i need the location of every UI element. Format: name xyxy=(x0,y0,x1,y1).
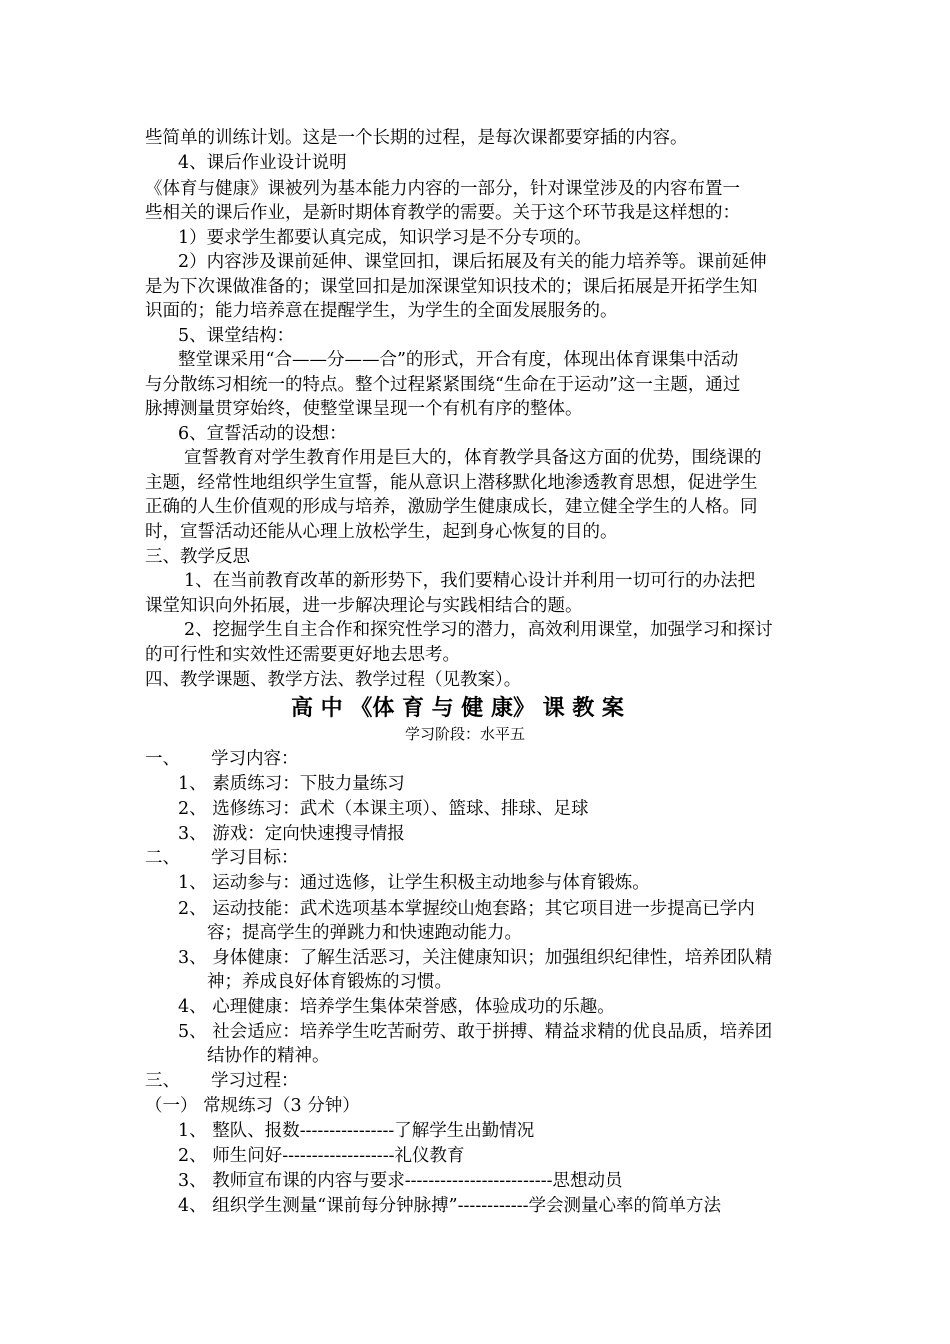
section-heading-goals: 学习目标： xyxy=(211,848,299,868)
paragraph-line: 1、在当前教育改革的新形势下，我们要精心设计并利用一切可行的办法把 xyxy=(184,571,756,591)
lesson-plan-title: 高 中 《体 育 与 健 康》 课 教 案 xyxy=(291,695,624,721)
paragraph-line: 《体育与健康》课被列为基本能力内容的一部分，针对课堂涉及的内容布置一 xyxy=(145,179,740,199)
paragraph-line: 整堂课采用“合——分——合”的形式，开合有度，体现出体育课集中活动 xyxy=(178,350,739,370)
section-number: 一、 xyxy=(145,749,180,769)
section-heading-content: 学习内容： xyxy=(211,749,299,769)
paragraph-line: 1）要求学生都要认真完成，知识学习是不分专项的。 xyxy=(178,228,592,248)
paragraph-line: 2、挖掘学生自主合作和探究性学习的潜力，高效利用课堂，加强学习和探讨 xyxy=(184,620,773,640)
paragraph-line: 主题，经常性地组织学生宣誓，能从意识上潜移默化地渗透教育思想，促进学生 xyxy=(145,473,758,493)
list-item: 3、 教师宣布课的内容与要求-------------------------思想动员 xyxy=(178,1171,623,1191)
paragraph-line: 的可行性和实效性还需要更好地去思考。 xyxy=(145,645,460,665)
list-item: 1、 整队、报数----------------了解学生出勤情况 xyxy=(178,1121,535,1141)
paragraph-line: 些相关的课后作业，是新时期体育教学的需要。关于这个环节我是这样想的： xyxy=(145,203,740,223)
list-item-continuation: 神；养成良好体育锻炼的习惯。 xyxy=(207,972,452,992)
paragraph-line: 宣誓教育对学生教育作用是巨大的，体育教学具备这方面的优势，围绕课的 xyxy=(184,448,762,468)
paragraph-line: 正确的人生价值观的形成与培养，激励学生健康成长，建立健全学生的人格。同 xyxy=(145,497,758,517)
list-item-continuation: 容；提高学生的弹跳力和快速跑动能力。 xyxy=(207,923,522,943)
paragraph-line: 课堂知识向外拓展，进一步解决理论与实践相结合的题。 xyxy=(145,596,583,616)
paragraph-line: 识面的；能力培养意在提醒学生，为学生的全面发展服务的。 xyxy=(145,301,618,321)
list-item: 1、 素质练习：下肢力量练习 xyxy=(178,774,405,794)
list-item-continuation: 结协作的精神。 xyxy=(207,1046,330,1066)
section-heading-6: 6、宣誓活动的设想： xyxy=(178,424,347,444)
paragraph-line: 脉搏测量贯穿始终，使整堂课呈现一个有机有序的整体。 xyxy=(145,399,583,419)
list-item: 2、 师生问好-------------------礼仪教育 xyxy=(178,1146,465,1166)
paragraph-line: 些简单的训练计划。这是一个长期的过程，是每次课都要穿插的内容。 xyxy=(145,128,688,148)
paragraph-line: 2）内容涉及课前延伸、课堂回扣，课后拓展及有关的能力培养等。课前延伸 xyxy=(178,252,767,272)
list-item: 5、 社会适应：培养学生吃苦耐劳、敢于拼搏、精益求精的优良品质，培养团 xyxy=(178,1022,773,1042)
list-item: 3、 游戏：定向快速搜寻情报 xyxy=(178,824,405,844)
paragraph-line: 是为下次课做准备的；课堂回扣是加深课堂知识技术的；课后拓展是开拓学生知 xyxy=(145,277,758,297)
section-number: 三、 xyxy=(145,1071,180,1091)
section-heading-process: 学习过程： xyxy=(211,1071,299,1091)
list-item: 4、 组织学生测量“课前每分钟脉搏”------------学会测量心率的简单方法 xyxy=(178,1196,722,1216)
subsection-heading: （一） 常规练习（3 分钟） xyxy=(145,1096,360,1116)
paragraph-line: 与分散练习相统一的特点。整个过程紧紧围绕“生命在于运动”这一主题，通过 xyxy=(145,375,741,395)
section-heading-4: 4、课后作业设计说明 xyxy=(178,153,347,173)
section-heading-5: 5、课堂结构： xyxy=(178,326,295,346)
lesson-stage: 学习阶段：水平五 xyxy=(405,725,526,743)
section-heading-reflection: 三、教学反思 xyxy=(145,547,250,567)
paragraph-line: 时，宣誓活动还能从心理上放松学生，起到身心恢复的目的。 xyxy=(145,522,618,542)
list-item: 3、 身体健康：了解生活恶习，关注健康知识；加强组织纪律性，培养团队精 xyxy=(178,948,773,968)
list-item: 4、 心理健康：培养学生集体荣誉感，体验成功的乐趣。 xyxy=(178,997,615,1017)
list-item: 1、 运动参与：通过选修，让学生积极主动地参与体育锻炼。 xyxy=(178,873,650,893)
list-item: 2、 选修练习：武术（本课主项）、篮球、排球、足球 xyxy=(178,799,589,819)
list-item: 2、 运动技能：武术选项基本掌握绞山炮套路；其它项目进一步提高已学内 xyxy=(178,899,755,919)
section-heading-topics: 四、教学课题、教学方法、教学过程（见教案）。 xyxy=(145,670,522,690)
section-number: 二、 xyxy=(145,848,180,868)
